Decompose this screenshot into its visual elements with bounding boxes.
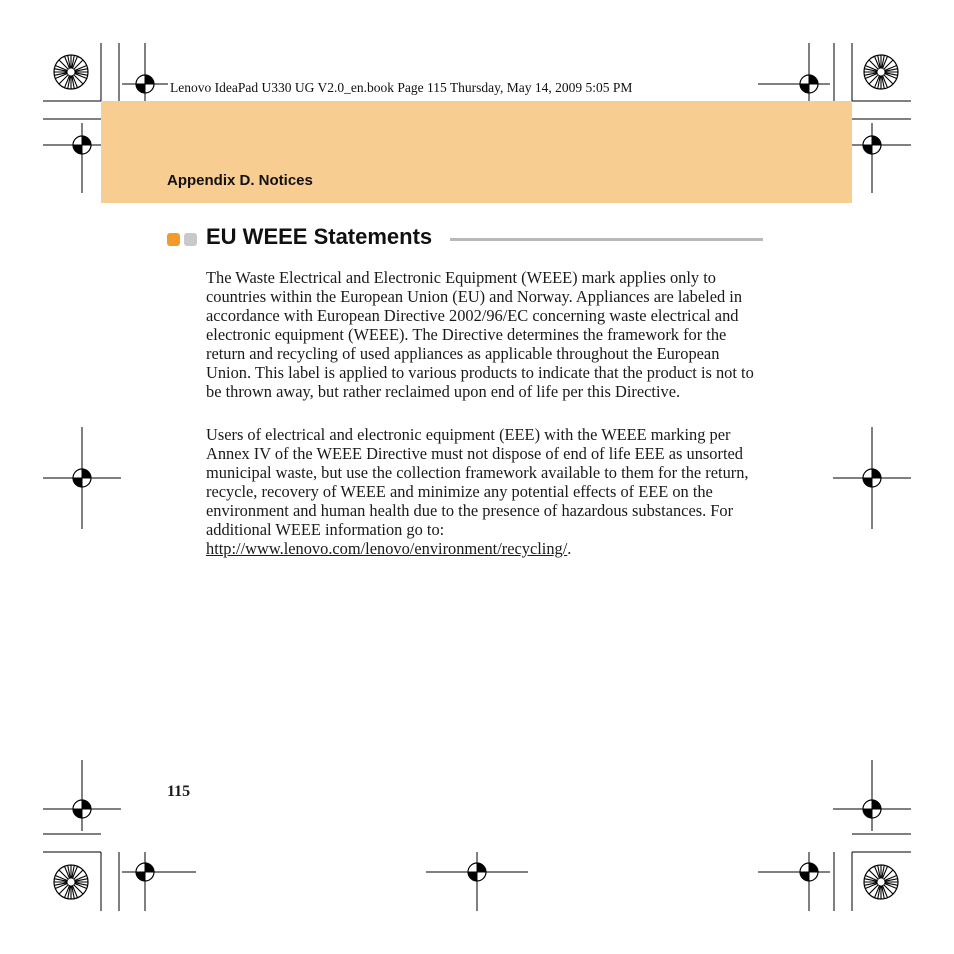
grey-square-bullet-icon [184, 233, 197, 246]
link-trailing-period: . [567, 539, 572, 558]
section-label: Appendix D. Notices [167, 172, 313, 189]
page-number: 115 [167, 783, 191, 800]
paragraph-weee-disposal-text: Users of electrical and electronic equipment (EEE) with the WEEE marking per Annex IV of the WEEE Directive must not dispose of end of life EEE as unsorted municipal waste, but use the collection framework available to them for the return, recycle, recovery of WEEE and minimize any potential effects of EEE on the environment and human health due to the presence of hazardous substances. For additional WEEE information go to: [206, 425, 749, 539]
paragraph-weee-disposal [206, 425, 762, 558]
orange-square-bullet-icon [167, 233, 180, 246]
print-header-slug: Lenovo IdeaPad U330 UG V2.0_en.book Page 115 Thursday, May 14, 2009 5:05 PM [170, 80, 633, 95]
page-heading: EU WEEE Statements [206, 224, 433, 249]
paragraph-weee-mark: The Waste Electrical and Electronic Equipment (WEEE) mark applies only to countries within the European Union (EU) and Norway. Appliances are labeled in accordance with European Directive 2002/96/EC concerning waste electrical and electronic equipment (WEEE). The Directive determines the framework for the return and recycling of used appliances as applicable throughout the European Union. This label is applied to various products to indicate that the product is not to be thrown away, but rather reclaimed upon end of life per this Directive. [206, 268, 754, 401]
heading-rule [450, 238, 763, 241]
recycling-link[interactable]: http://www.lenovo.com/lenovo/environment/recycling/ [206, 539, 568, 558]
heading-block [167, 224, 767, 254]
